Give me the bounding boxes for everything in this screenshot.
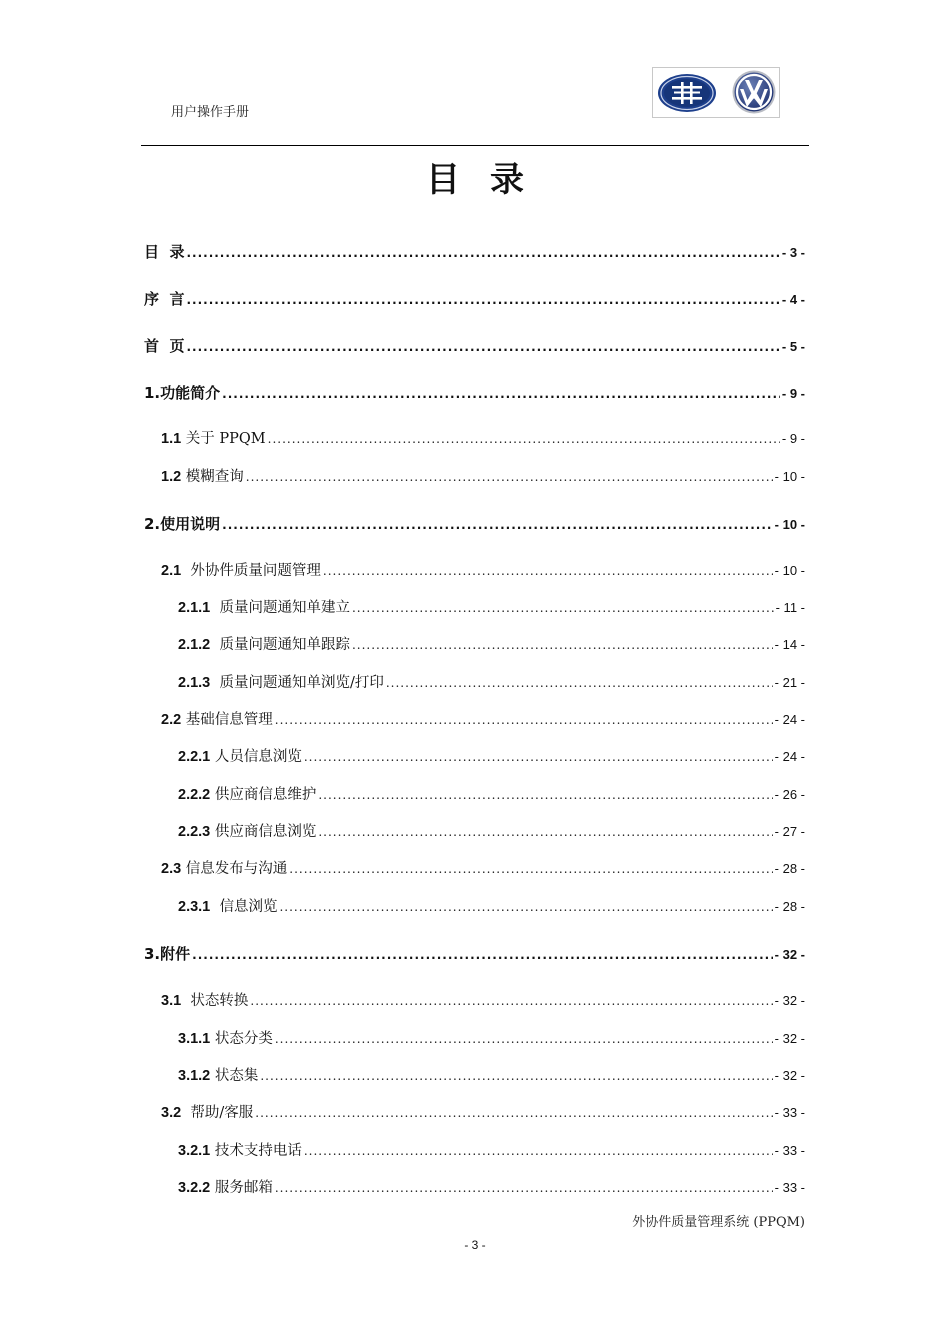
toc-entry-title: 供应商信息维护 (210, 787, 317, 803)
toc-entry-title: 首 页 (144, 337, 185, 355)
toc-entry-title: 目 录 (144, 243, 185, 261)
toc-entry-title: 信息浏览 (210, 899, 278, 915)
toc-entry-label (161, 990, 248, 1012)
toc-entry-page: - 11 - (775, 600, 805, 615)
toc-entry-page: - 4 - (781, 292, 805, 307)
toc-leader-dots (260, 1065, 772, 1087)
toc-entry-page: - 5 - (781, 339, 805, 354)
toc-leader-dots (250, 990, 772, 1012)
toc-entry-label (144, 382, 220, 404)
toc-entry-title: 质量问题通知单浏览/打印 (210, 675, 384, 691)
toc-entry-label (178, 597, 350, 619)
toc-entry-label (178, 821, 316, 843)
toc-entry-title: 基础信息管理 (181, 712, 273, 728)
toc-leader-dots (275, 1177, 773, 1199)
page-title: 目录 (426, 160, 554, 200)
toc-entry-number: 3.1.1 (178, 1031, 211, 1047)
toc-entry-number: 2.3.1 (178, 899, 211, 915)
toc-leader-dots (386, 672, 773, 694)
toc-entry[interactable] (144, 513, 805, 535)
toc-entry-page: - 10 - (774, 517, 805, 532)
toc-entry[interactable] (161, 428, 805, 450)
toc-entry-label (161, 428, 266, 450)
toc-entry-title: 3.附件 (144, 945, 191, 963)
toc-entry[interactable] (178, 1177, 805, 1199)
toc-entry-number: 3.2 (161, 1105, 182, 1121)
toc-entry-title: 质量问题通知单跟踪 (210, 637, 350, 653)
toc-entry[interactable] (178, 672, 805, 694)
toc-entry-page: - 21 - (774, 675, 805, 690)
toc-leader-dots (304, 746, 773, 768)
toc-leader-dots (268, 428, 780, 450)
toc-entry-label (178, 1065, 258, 1087)
toc-entry-page: - 32 - (774, 1068, 805, 1083)
toc-entry-number: 3.2.2 (178, 1180, 211, 1196)
toc-entry-number: 2.1.1 (178, 600, 211, 616)
toc-entry-number: 2.2.3 (178, 824, 211, 840)
toc-entry-label (161, 858, 287, 880)
toc-entry-number: 2.2.2 (178, 787, 211, 803)
toc-entry-number: 1.2 (161, 469, 182, 485)
toc-entry-label (178, 1140, 302, 1162)
toc-entry-page: - 33 - (774, 1105, 805, 1120)
toc-entry[interactable] (144, 335, 805, 357)
toc-entry-number: 2.1 (161, 563, 182, 579)
toc-leader-dots (192, 944, 773, 966)
toc-entry[interactable] (178, 746, 805, 768)
page-number: - 3 - (464, 1238, 486, 1252)
toc-entry-page: - 14 - (774, 637, 805, 652)
toc-entry-page: - 3 - (781, 245, 805, 260)
toc-entry-title: 状态转换 (181, 993, 249, 1009)
toc-entry-title: 状态分类 (210, 1031, 273, 1047)
toc-entry-title: 信息发布与沟通 (181, 861, 288, 877)
toc-entry-number: 2.2 (161, 712, 182, 728)
toc-entry-label (161, 466, 244, 488)
toc-entry[interactable] (144, 288, 805, 310)
toc-entry-page: - 9 - (781, 431, 805, 446)
toc-leader-dots (318, 784, 772, 806)
toc-entry[interactable] (161, 709, 805, 731)
toc-entry-label (144, 335, 184, 357)
toc-leader-dots (246, 466, 773, 488)
toc-entry-page: - 33 - (774, 1180, 805, 1195)
toc-entry-number: 2.3 (161, 861, 182, 877)
toc-entry-label (178, 896, 277, 918)
toc-entry-title: 状态集 (210, 1068, 259, 1084)
toc-leader-dots (289, 858, 772, 880)
toc-entry-label (144, 943, 190, 965)
toc-entry[interactable] (161, 466, 805, 488)
toc-entry-page: - 27 - (774, 824, 805, 839)
toc-entry-page: - 9 - (781, 386, 805, 401)
toc-entry-title: 关于 PPQM (181, 431, 266, 447)
toc-entry[interactable] (144, 382, 805, 404)
toc-entry-number: 2.1.3 (178, 675, 211, 691)
toc-leader-dots (352, 634, 773, 656)
toc-leader-dots (318, 821, 772, 843)
toc-entry-label (178, 746, 302, 768)
toc-entry-label (161, 709, 273, 731)
toc-leader-dots (222, 383, 780, 405)
toc-entry[interactable] (178, 597, 805, 619)
header-text: 用户操作手册 (171, 105, 250, 120)
toc-entry-title: 帮助/客服 (181, 1105, 254, 1121)
toc-leader-dots (186, 289, 779, 311)
toc-entry-number: 2.1.2 (178, 637, 211, 653)
toc-entry-label (178, 784, 316, 806)
toc-entry-title: 技术支持电话 (210, 1143, 302, 1159)
toc-entry-page: - 24 - (774, 712, 805, 727)
toc-entry-page: - 10 - (774, 469, 805, 484)
toc-entry-page: - 28 - (774, 899, 805, 914)
toc-entry[interactable] (178, 1140, 805, 1162)
toc-leader-dots (323, 560, 773, 582)
toc-entry-page: - 32 - (774, 993, 805, 1008)
toc-entry-title: 人员信息浏览 (210, 749, 302, 765)
toc-leader-dots (255, 1102, 772, 1124)
toc-entry[interactable] (178, 1065, 805, 1087)
toc-leader-dots (186, 336, 779, 358)
toc-entry[interactable] (144, 241, 805, 263)
toc-entry-page: - 28 - (774, 861, 805, 876)
toc-entry-page: - 10 - (774, 563, 805, 578)
toc-entry[interactable] (161, 990, 805, 1012)
toc-leader-dots (275, 709, 773, 731)
toc-entry-number: 1.1 (161, 431, 182, 447)
toc-leader-dots (352, 597, 774, 619)
toc-entry[interactable] (178, 896, 805, 918)
toc-entry[interactable] (178, 1028, 805, 1050)
toc-entry-title: 供应商信息浏览 (210, 824, 317, 840)
toc-entry-label (178, 1177, 273, 1199)
toc-entry-page: - 32 - (774, 1031, 805, 1046)
toc-entry-title: 模糊查询 (181, 469, 244, 485)
toc-entry-label (161, 1102, 253, 1124)
toc-entry-label (178, 634, 350, 656)
toc-entry-page: - 33 - (774, 1143, 805, 1158)
toc-entry-page: - 24 - (774, 749, 805, 764)
toc-entry-title: 序 言 (144, 290, 185, 308)
toc-leader-dots (186, 242, 779, 264)
toc-entry[interactable] (178, 821, 805, 843)
toc-leader-dots (304, 1140, 773, 1162)
toc-entry-number: 2.2.1 (178, 749, 211, 765)
toc-entry-label (161, 560, 321, 582)
toc-entry-label (178, 672, 384, 694)
toc-leader-dots (279, 896, 772, 918)
toc-entry-title: 服务邮箱 (210, 1180, 273, 1196)
toc-entry-title: 2.使用说明 (144, 515, 221, 533)
toc-entry-title: 外协件质量问题管理 (181, 563, 321, 579)
toc-entry[interactable] (161, 560, 805, 582)
toc-entry-page: - 32 - (774, 947, 805, 962)
toc-entry[interactable] (144, 943, 805, 965)
toc-entry-number: 3.2.1 (178, 1143, 211, 1159)
toc-entry-label (144, 288, 184, 310)
toc-entry-label (144, 513, 220, 535)
toc-entry[interactable] (161, 858, 805, 880)
toc-entry-number: 3.1 (161, 993, 182, 1009)
toc-entry-page: - 26 - (774, 787, 805, 802)
toc-entry[interactable] (161, 1102, 805, 1124)
toc-entry-title: 质量问题通知单建立 (210, 600, 350, 616)
toc-entry-label (178, 1028, 273, 1050)
toc-entry[interactable] (178, 784, 805, 806)
toc-entry[interactable] (178, 634, 805, 656)
toc-entry-number: 3.1.2 (178, 1068, 211, 1084)
toc-entry-title: 1.功能简介 (144, 384, 221, 402)
toc-leader-dots (275, 1028, 773, 1050)
toc-entry-label (144, 241, 184, 263)
toc-leader-dots (222, 514, 773, 536)
footer-text: 外协件质量管理系统 (PPQM) (632, 1215, 805, 1230)
